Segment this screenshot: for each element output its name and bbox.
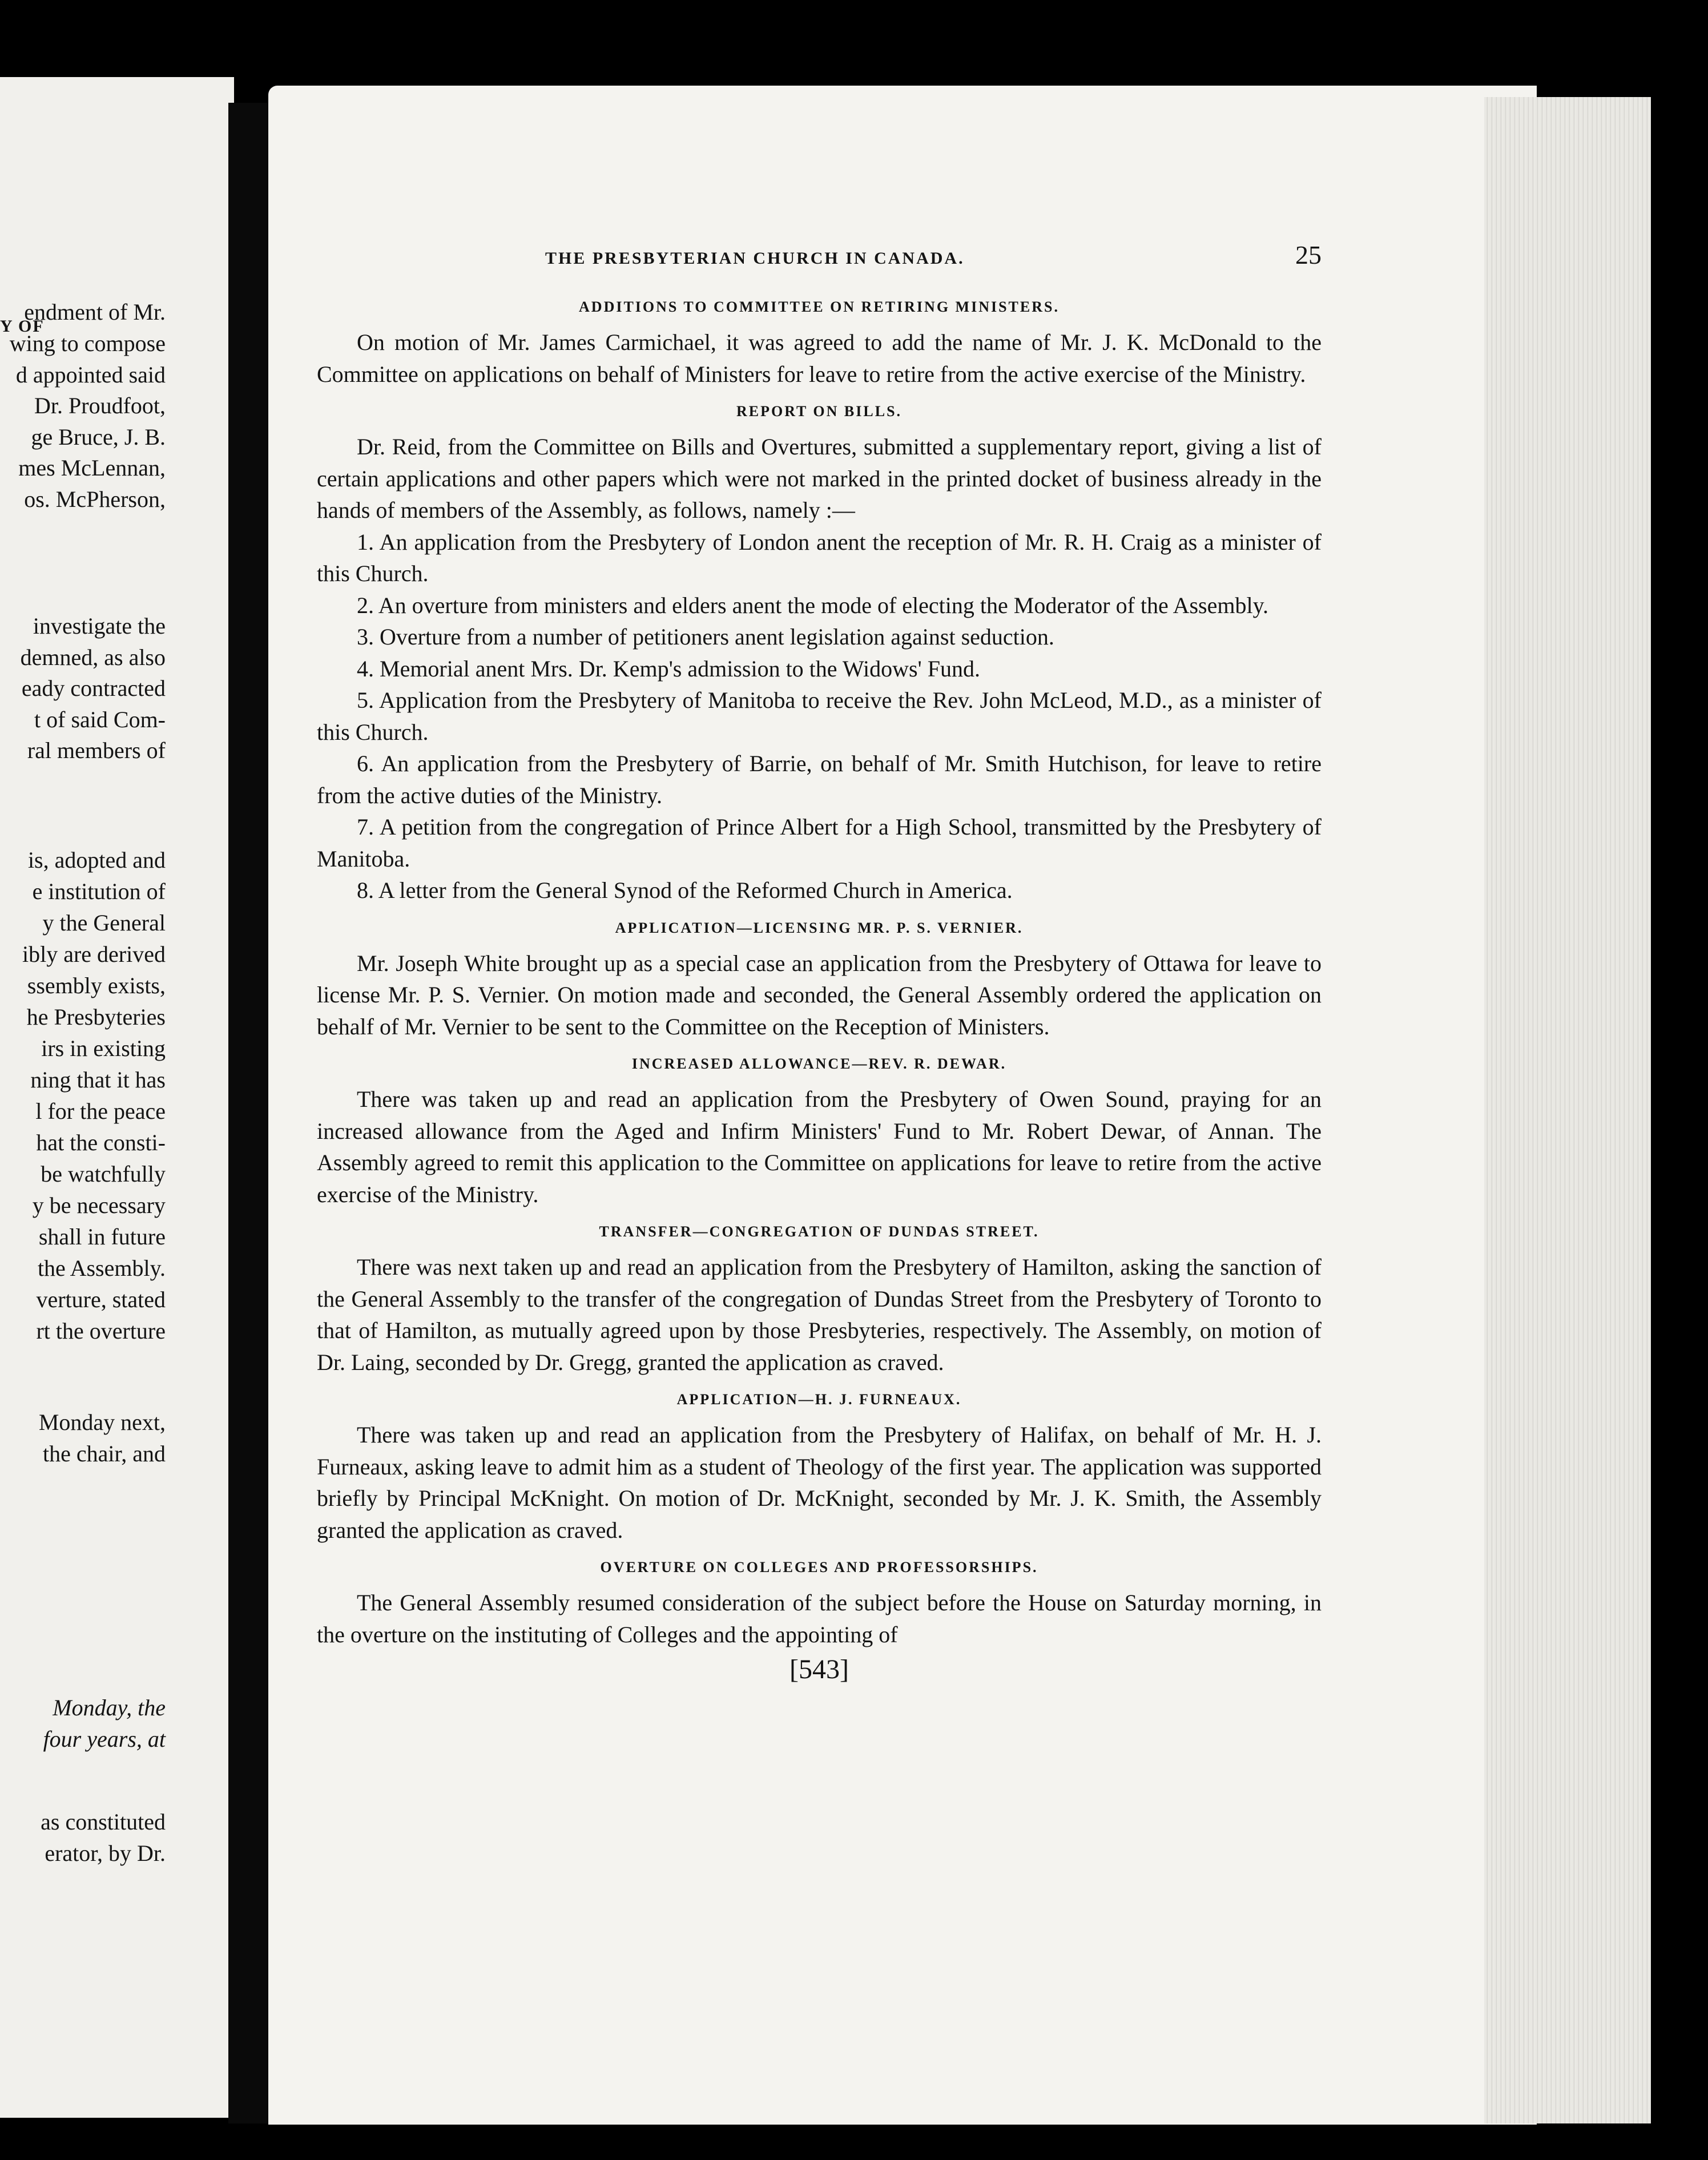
list-item: 8. A letter from the General Synod of the Reformed Church in America.	[357, 877, 1013, 903]
paragraph: Dr. Reid, from the Committee on Bills and Overtures, submitted a supplementary report, giving a list of certain applications and other papers which were not marked in the printed docket of business already in the hands of members of the Assembly, as follows, namely :—	[317, 434, 1322, 523]
left-page-line: verture, stated	[36, 1287, 166, 1312]
list-item: 6. An application from the Presbytery of Barrie, on behalf of Mr. Smith Hutchison, for leave to retire from the active duties of the Ministry.	[317, 751, 1322, 808]
left-page-line: four years, at	[43, 1726, 166, 1752]
left-page-line: ibly are derived	[22, 941, 166, 967]
left-page-line: hat the consti-	[36, 1130, 166, 1155]
left-page-line: he Presbyteries	[26, 1004, 166, 1030]
left-page	[0, 77, 234, 2118]
left-page-line: is, adopted and	[27, 847, 166, 873]
left-page-line: irs in existing	[41, 1035, 166, 1061]
section-colleges	[317, 1556, 1322, 1650]
left-page-line: shall in future	[38, 1224, 166, 1250]
left-page-line: investigate the	[33, 613, 166, 639]
left-page-line: ning that it has	[30, 1067, 166, 1093]
list-item: 5. Application from the Presbytery of Manitoba to receive the Rev. John McLeod, M.D., as a minister of this Church.	[317, 687, 1322, 745]
page-edges	[1484, 97, 1651, 2123]
left-page-line: eady contracted	[21, 675, 166, 701]
left-page-line: e institution of	[32, 878, 166, 904]
running-head	[317, 240, 1322, 285]
page-number: 25	[1295, 240, 1322, 269]
left-page-line: ral members of	[27, 738, 166, 763]
section-report-on-bills	[317, 400, 1322, 906]
left-page-line: y the General	[42, 910, 166, 936]
section-heading: ADDITIONS TO COMMITTEE ON RETIRING MINISTERS.	[579, 299, 1060, 315]
left-page-line: endment of Mr.	[24, 299, 166, 325]
left-page-line: ge Bruce, J. B.	[31, 424, 166, 450]
paragraph: On motion of Mr. James Carmichael, it was agreed to add the name of Mr. J. K. McDonald to the Committee on applications on behalf of Ministers for leave to retire from the active exercise of the Ministry.	[317, 329, 1322, 387]
section-heading: INCREASED ALLOWANCE—REV. R. DEWAR.	[631, 1055, 1007, 1072]
left-page-line: os. McPherson,	[24, 486, 166, 512]
section-furneaux	[317, 1388, 1322, 1546]
list-item: 3. Overture from a number of petitioners anent legislation against seduction.	[357, 624, 1054, 650]
section-transfer-dundas	[317, 1220, 1322, 1378]
left-page-line: as constituted	[41, 1809, 166, 1835]
section-licensing-vernier	[317, 917, 1322, 1043]
section-additions	[317, 296, 1322, 390]
left-page-line: erator, by Dr.	[45, 1840, 166, 1866]
page-content	[317, 240, 1322, 1685]
left-page-line: the Assembly.	[37, 1255, 166, 1281]
left-page-line: ssembly exists,	[27, 973, 166, 998]
paragraph: There was taken up and read an application from the Presbytery of Halifax, on behalf of Mr. H. J. Furneaux, asking leave to admit him as a student of Theology of the first year. The application was supported briefly by Principal McKnight. On motion of Dr. McKnight, seconded by Mr. J. K. Smith, the Assembly granted the application as craved.	[317, 1422, 1322, 1543]
section-heading: APPLICATION—LICENSING MR. P. S. VERNIER.	[615, 919, 1024, 936]
list-item: 4. Memorial anent Mrs. Dr. Kemp's admission to the Widows' Fund.	[357, 655, 980, 682]
section-heading: REPORT ON BILLS.	[736, 403, 903, 420]
left-page-line: Dr. Proudfoot,	[34, 393, 166, 418]
list-item: 2. An overture from ministers and elders anent the mode of electing the Moderator of the Assembly.	[357, 592, 1268, 618]
left-page-line: l for the peace	[35, 1098, 166, 1124]
section-heading: TRANSFER—CONGREGATION OF DUNDAS STREET.	[599, 1223, 1040, 1240]
left-page-line: wing to compose	[9, 331, 166, 356]
left-page-line: demned, as also	[20, 644, 166, 670]
left-page-line: rt the overture	[36, 1318, 166, 1344]
section-heading: APPLICATION—H. J. FURNEAUX.	[676, 1391, 962, 1408]
left-page-line: t of said Com-	[34, 707, 166, 732]
section-allowance-dewar	[317, 1053, 1322, 1210]
paragraph: There was next taken up and read an application from the Presbytery of Hamilton, asking the sanction of the General Assembly to the transfer of the congregation of Dundas Street from the Presbytery of Toronto to that of Hamilton, as mutually agreed upon by those Presbyteries, respectively. The Assembly, on motion of Dr. Laing, seconded by Dr. Gregg, granted the application as craved.	[317, 1254, 1322, 1375]
left-page-line: y be necessary	[32, 1192, 166, 1218]
running-title: THE PRESBYTERIAN CHURCH IN CANADA.	[545, 249, 965, 268]
section-heading: OVERTURE ON COLLEGES AND PROFESSORSHIPS.	[600, 1559, 1038, 1575]
left-page-line: d appointed said	[15, 362, 166, 388]
paragraph: The General Assembly resumed consideration of the subject before the House on Saturday morning, in the overture on the instituting of Colleges and the appointing of	[317, 1590, 1322, 1647]
list-item: 1. An application from the Presbytery of London anent the reception of Mr. R. H. Craig as a minister of this Church.	[317, 529, 1322, 586]
list-item: 7. A petition from the congregation of Prince Albert for a High School, transmitted by the Presbytery of Manitoba.	[317, 814, 1322, 872]
paragraph: There was taken up and read an application from the Presbytery of Owen Sound, praying for an increased allowance from the Aged and Infirm Ministers' Fund to Mr. Robert Dewar, of Annan. The Assembly agreed to remit this application to the Committee on applications for leave to retire from the active exercise of the Ministry.	[317, 1086, 1322, 1207]
left-page-line: the chair, and	[43, 1441, 166, 1466]
left-page-header: Y OF	[0, 317, 45, 336]
paragraph: Mr. Joseph White brought up as a special case an application from the Presbytery of Ottawa for leave to license Mr. P. S. Vernier. On motion made and seconded, the General Assembly ordered the application on behalf of Mr. Vernier to be sent to the Committee on the Reception of Ministers.	[317, 950, 1322, 1039]
book-gutter	[228, 103, 268, 2123]
left-page-line: be watchfully	[41, 1161, 166, 1187]
folio-number: [543]	[789, 1654, 849, 1685]
left-page-line: mes McLennan,	[18, 455, 166, 481]
left-page-line: Monday next,	[38, 1409, 166, 1435]
left-page-line: Monday, the	[53, 1695, 166, 1720]
